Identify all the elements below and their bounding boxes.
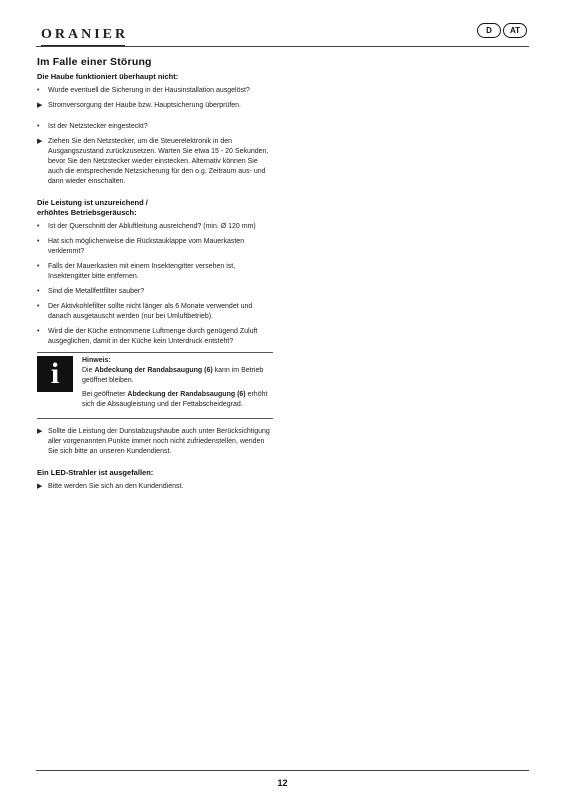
arrow-right-icon: ▶ [37,138,43,145]
bullet-icon: • [37,303,40,310]
bullet-icon: • [37,263,40,270]
country-badge-d: D [477,23,501,38]
bullet-icon: • [37,123,40,130]
note-text-1: Hinweis: Die Abdeckung der Randabsaugung (6) kann im Betrieb geöffnet bleiben. [82,357,264,384]
list-item: • Sind die Metallfettfilter sauber? [37,288,145,295]
arrow-right-icon: ▶ [37,102,43,109]
page-content [37,56,273,497]
page-number: 12 [277,778,288,788]
list-item: • Wurde eventuell die Sicherung in der Hausinstallation ausgelöst? [37,87,250,94]
bullet-icon: • [37,87,40,94]
bullet-icon: • [37,328,40,335]
info-note [37,352,273,419]
list-item: • Ist der Querschnitt der Abluftleitung ausreichend? (min. Ø 120 mm) [37,223,256,230]
oranier-logo: ORANIER [41,27,129,42]
header-divider [36,46,529,47]
bullet-icon: • [37,288,40,295]
bullet-icon: • [37,238,40,245]
note-body [82,356,273,414]
list-item: • Falls der Mauerkasten mit einem Insektengitter versehen ist, Insektengitter bitte entfernen. [37,263,236,280]
list-item: • Wird die der Küche entnommene Luftmenge durch genügend Zuluft ausgeglichen, damit in der Küche kein Unterdruck entsteht? [37,328,258,345]
list-item: ▶ Stromversorgung der Haube bzw. Hauptsicherung überprüfen. [37,102,241,109]
page-title: Im Falle einer Störung [37,56,152,68]
section-heading-no-function: Die Haube funktioniert überhaupt nicht: [37,72,179,81]
country-badge-at: AT [503,23,527,38]
section-heading-performance: Die Leistung ist unzureichend / erhöhtes Betriebsgeräusch: [37,198,148,217]
note-text-2: Bei geöffneter Abdeckung der Randabsaugung (6) erhöht sich die Absaugleistung und der Fettabscheidegrad. [82,391,268,408]
section-heading-led: Ein LED-Strahler ist ausgefallen: [37,468,154,477]
arrow-right-icon: ▶ [37,483,43,490]
country-badges [477,23,527,38]
footer-divider [36,770,529,771]
list-item: • Der Aktivkohlefilter sollte nicht länger als 6 Monate verwendet und danach ausgetauscht werden (nur bei Umluftbetrieb). [37,303,253,320]
list-item: • Ist der Netzstecker eingesteckt? [37,123,148,130]
list-item: ▶ Bitte werden Sie sich an den Kundendienst. [37,483,184,490]
info-icon: i [37,356,73,392]
list-item: ▶ Ziehen Sie den Netzstecker, um die Steuerelektronik in den Ausgangszustand zurückzusetzen. Warten Sie etwa 15 - 20 Sekunden, bevor Sie den Netzstecker wieder einstecken. Alternativ können Sie auch die entsprechende Netzsicherung für den o.g. Zeitraum aus- und dann wieder einschalten. [37,138,269,185]
bullet-icon: • [37,223,40,230]
arrow-right-icon: ▶ [37,428,43,435]
list-item: ▶ Sollte die Leistung der Dunstabzugshaube auch unter Berücksichtigung aller vorgenannten Punkte immer noch nicht zufriedenstellen, wenden Sie sich bitte an unseren Kundendienst. [37,428,270,455]
list-item: • Hat sich möglicherweise die Rückstauklappe vom Mauerkasten verklemmt? [37,238,245,255]
